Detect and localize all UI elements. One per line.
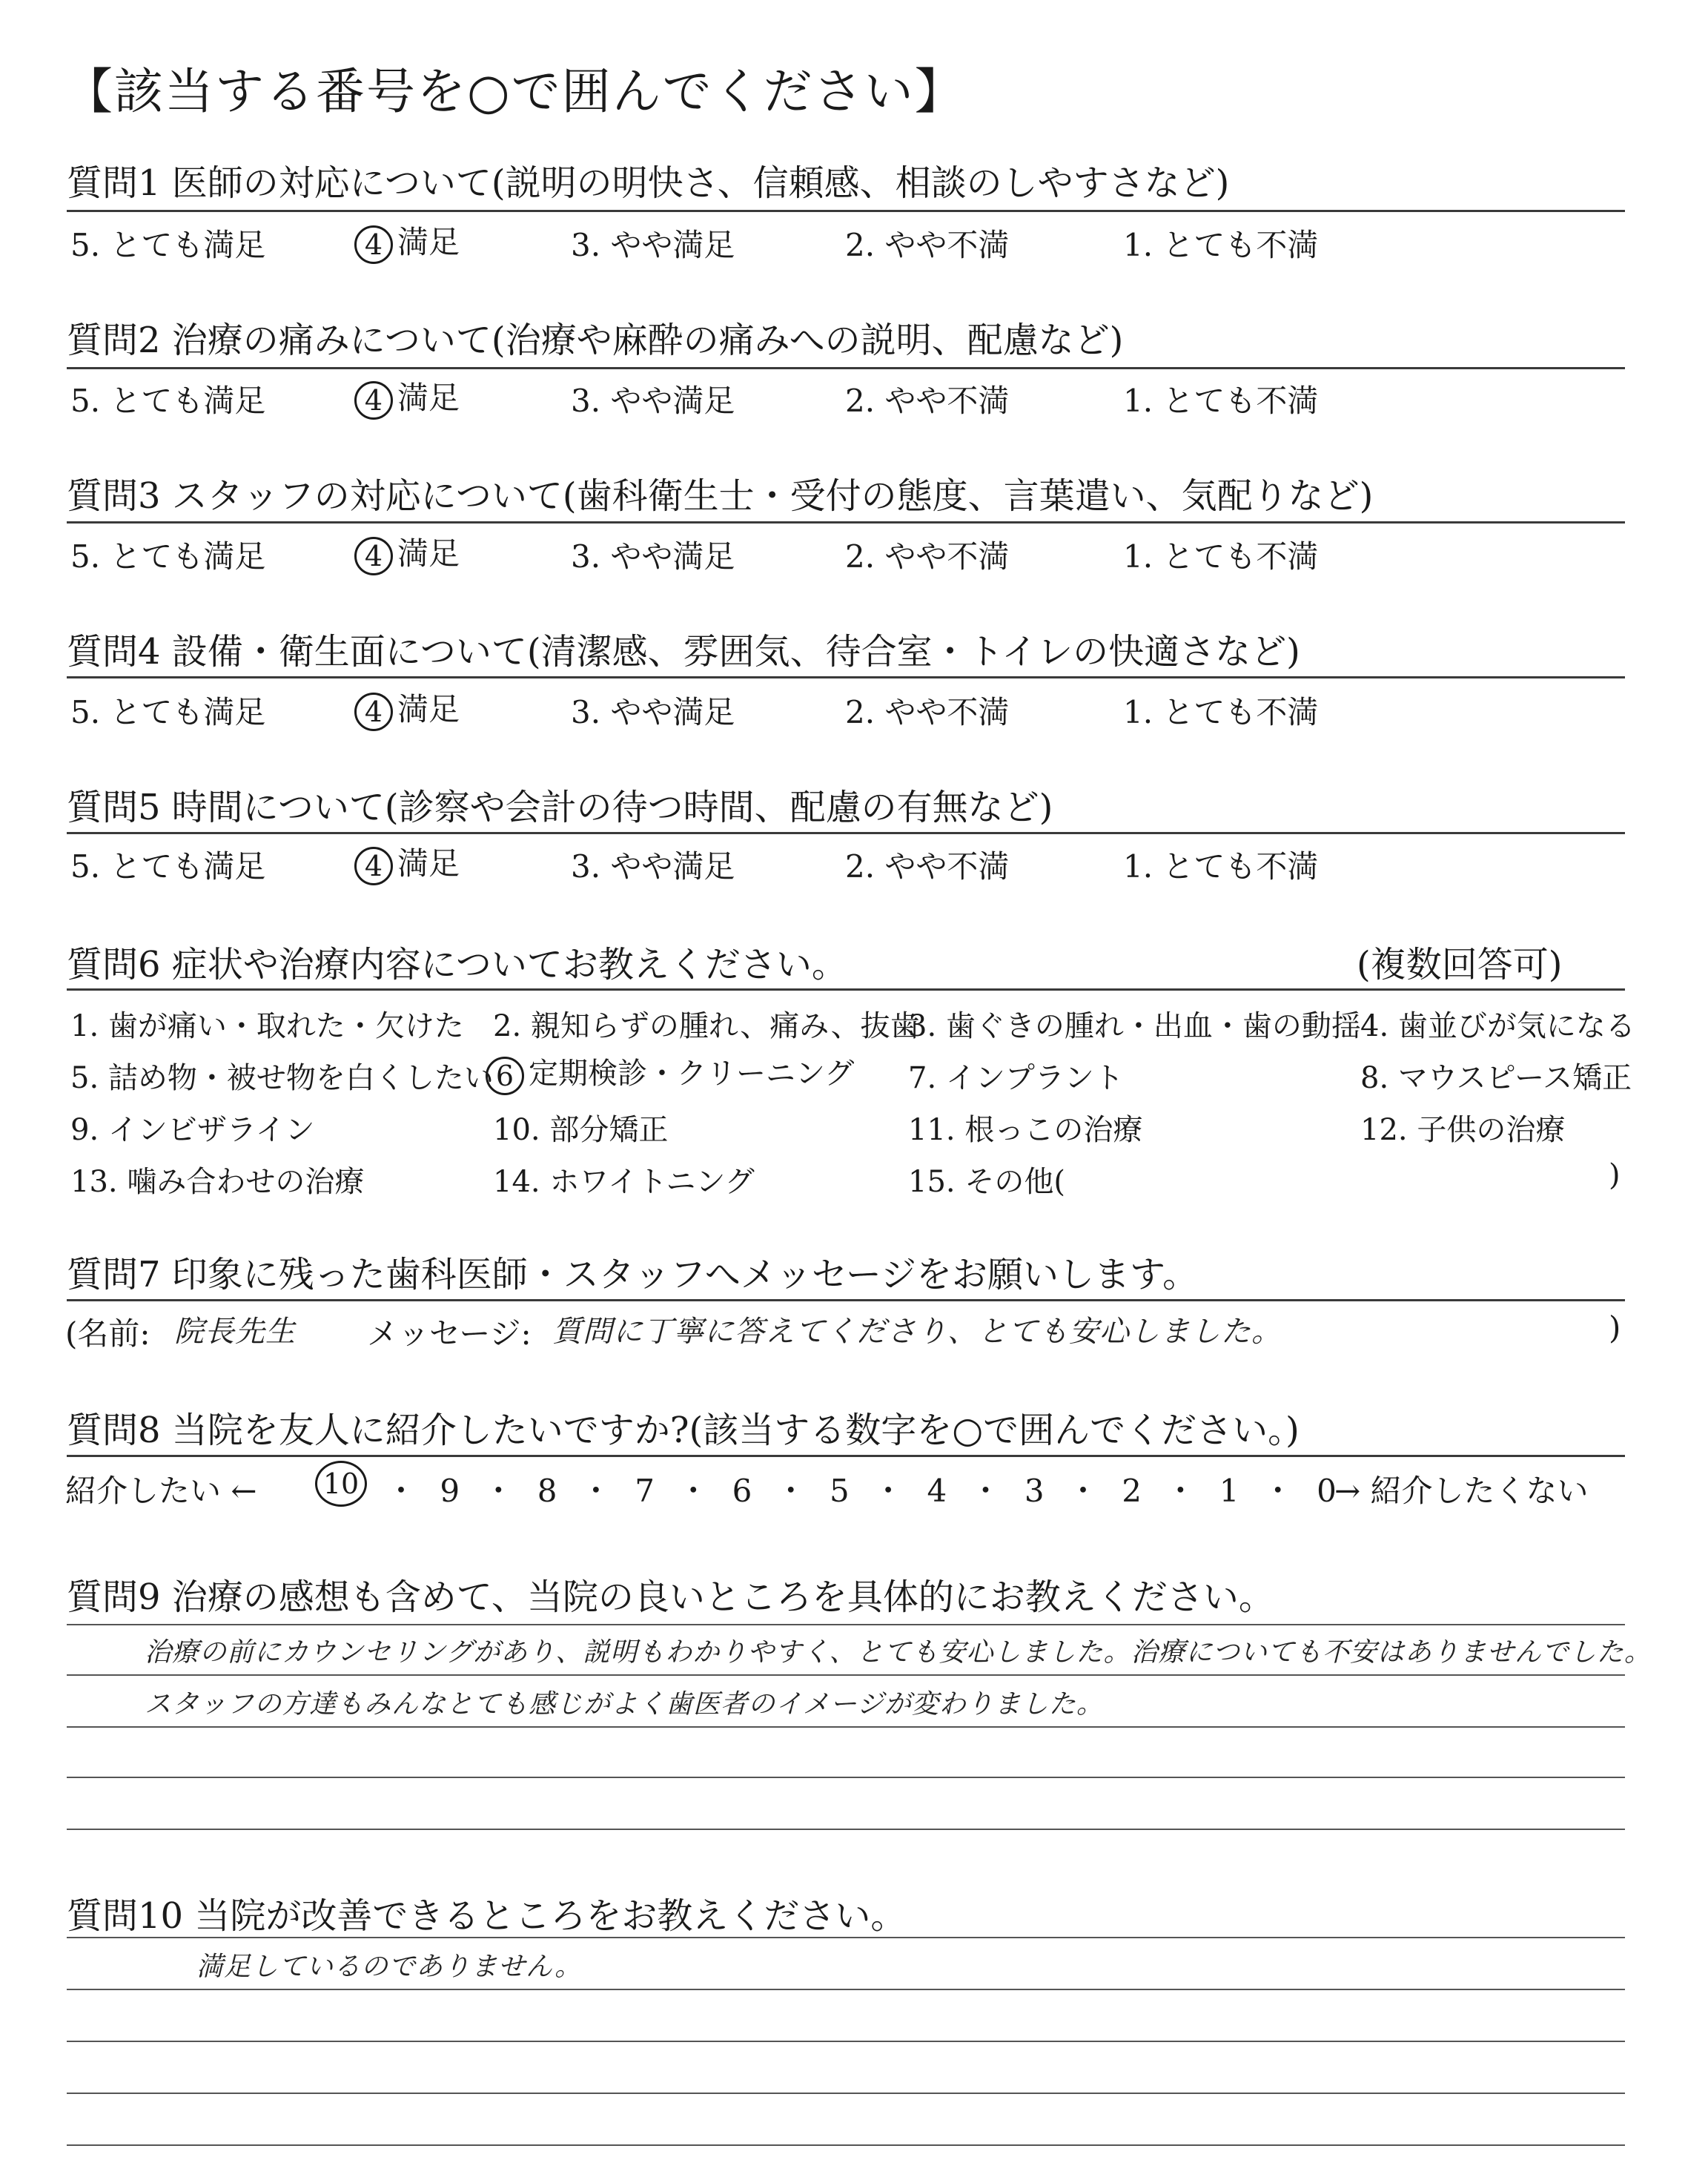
recommend-left-label: 紹介したい ← [65, 1473, 257, 1509]
answer-line [67, 1726, 1625, 1728]
question-2-rule [67, 367, 1625, 369]
question-9-answer-line-1[interactable]: 治療の前にカウンセリングがあり、説明もわかりやすく、とても安心しました。治療についても不安はありませんでした。 [145, 1637, 1652, 1668]
symptom-8[interactable]: 8. マウスピース矯正 [1360, 1061, 1632, 1095]
option-2[interactable]: 2. やや不満 [845, 848, 1010, 885]
option-3[interactable]: 3. やや満足 [571, 383, 735, 419]
answer-line [67, 1829, 1625, 1830]
option-4-label: 満足 [397, 224, 460, 260]
option-4-selected[interactable] [354, 685, 460, 731]
symptom-11[interactable]: 11. 根っこの治療 [908, 1113, 1143, 1147]
symptom-9[interactable]: 9. インビザライン [70, 1113, 315, 1147]
question-8-title: 質問8 当院を友人に紹介したいですか?(該当する数字を○で囲んでください。) [67, 1410, 1300, 1451]
question-4-rule [67, 676, 1625, 678]
symptom-13[interactable]: 13. 噛み合わせの治療 [70, 1165, 365, 1199]
option-3[interactable]: 3. やや満足 [571, 227, 735, 263]
selection-circle: 4 [354, 225, 393, 264]
selection-circle: 6 [486, 1057, 524, 1095]
option-1[interactable]: 1. とても不満 [1123, 383, 1319, 419]
question-10-title: 質問10 当院が改善できるところをお教えください。 [67, 1895, 907, 1937]
option-5[interactable]: 5. とても満足 [70, 227, 266, 263]
option-1[interactable]: 1. とても不満 [1123, 848, 1319, 885]
question-7-rule [67, 1299, 1625, 1301]
question-5-rule [67, 832, 1625, 834]
option-5[interactable]: 5. とても満足 [70, 383, 266, 419]
symptom-6-label: 定期検診・クリーニング [529, 1057, 855, 1091]
option-5[interactable]: 5. とても満足 [70, 538, 266, 575]
symptom-7[interactable]: 7. インプラント [908, 1061, 1124, 1095]
answer-line [67, 1674, 1625, 1676]
question-9-title: 質問9 治療の感想も含めて、当院の良いところを具体的にお教えください。 [67, 1576, 1274, 1618]
answer-line [67, 2041, 1625, 2042]
question-6-note: (複数回答可) [1357, 944, 1563, 985]
recommend-10-selected[interactable] [315, 1461, 371, 1507]
recommend-numbers[interactable]: ・ 9 ・ 8 ・ 7 ・ 6 ・ 5 ・ 4 ・ 3 ・ 2 ・ 1 ・ 0 [385, 1473, 1337, 1509]
selection-circle: 4 [354, 693, 393, 731]
answer-line [67, 1624, 1625, 1625]
symptom-12[interactable]: 12. 子供の治療 [1360, 1113, 1566, 1147]
answer-line [67, 1937, 1625, 1938]
option-2[interactable]: 2. やや不満 [845, 383, 1010, 419]
symptom-4[interactable]: 4. 歯並びが気になる [1360, 1009, 1635, 1043]
question-1-rule [67, 210, 1625, 212]
option-4-label: 満足 [397, 535, 460, 572]
question-9-answer-line-2[interactable]: スタッフの方達もみんなとても感じがよく歯医者のイメージが変わりました。 [145, 1689, 1104, 1720]
option-4-selected[interactable] [354, 839, 460, 885]
option-3[interactable]: 3. やや満足 [571, 848, 735, 885]
option-2[interactable]: 2. やや不満 [845, 538, 1010, 575]
answer-line [67, 2093, 1625, 2094]
question-6-title: 質問6 症状や治療内容についてお教えください。 [67, 944, 847, 985]
question-2-title: 質問2 治療の痛みについて(治療や麻酔の痛みへの説明、配慮など) [67, 320, 1124, 361]
question-8-rule [67, 1455, 1625, 1457]
question-5-title: 質問5 時間について(診察や会計の待つ時間、配慮の有無など) [67, 787, 1053, 828]
question-1-title: 質問1 医師の対応について(説明の明快さ、信頼感、相談のしやすさなど) [67, 162, 1230, 204]
option-3[interactable]: 3. やや満足 [571, 538, 735, 575]
symptom-1[interactable]: 1. 歯が痛い・取れた・欠けた [70, 1009, 464, 1043]
symptom-6-selected[interactable] [486, 1050, 854, 1095]
question-3-rule [67, 521, 1625, 524]
question-7-title: 質問7 印象に残った歯科医師・スタッフへメッセージをお願いします。 [67, 1254, 1199, 1295]
option-4-selected[interactable] [354, 218, 460, 264]
option-1[interactable]: 1. とても不満 [1123, 694, 1319, 730]
answer-line [67, 1777, 1625, 1778]
symptom-14[interactable]: 14. ホワイトニング [493, 1165, 755, 1199]
symptom-3[interactable]: 3. 歯ぐきの腫れ・出血・歯の動揺 [908, 1009, 1361, 1043]
option-4-label: 満足 [397, 845, 460, 882]
question-3-title: 質問3 スタッフの対応について(歯科衛生士・受付の態度、言葉遣い、気配りなど) [67, 475, 1374, 517]
selection-circle: 4 [354, 381, 393, 420]
recommend-right-label: → 紹介したくない [1334, 1473, 1589, 1509]
message-value-handwritten[interactable]: 質問に丁寧に答えてくださり、とても安心しました。 [552, 1315, 1282, 1349]
symptom-10[interactable]: 10. 部分矯正 [493, 1113, 669, 1147]
option-1[interactable]: 1. とても不満 [1123, 227, 1319, 263]
option-5[interactable]: 5. とても満足 [70, 848, 266, 885]
option-4-label: 満足 [397, 691, 460, 727]
option-4-selected[interactable] [354, 374, 460, 420]
answer-line [67, 1989, 1625, 1990]
message-label: メッセージ: [367, 1315, 532, 1352]
symptom-15-close: ) [1609, 1158, 1621, 1192]
name-value-handwritten[interactable]: 院長先生 [174, 1315, 296, 1349]
selection-circle: 4 [354, 537, 393, 575]
question-4-title: 質問4 設備・衛生面について(清潔感、雰囲気、待合室・トイレの快適さなど) [67, 631, 1300, 673]
name-label: (名前: [65, 1315, 150, 1352]
option-2[interactable]: 2. やや不満 [845, 227, 1010, 263]
question-6-rule [67, 988, 1625, 991]
option-4-label: 満足 [397, 380, 460, 416]
option-5[interactable]: 5. とても満足 [70, 694, 266, 730]
answer-line [67, 2144, 1625, 2146]
option-1[interactable]: 1. とても不満 [1123, 538, 1319, 575]
option-4-selected[interactable] [354, 529, 460, 575]
option-3[interactable]: 3. やや満足 [571, 694, 735, 730]
symptom-2[interactable]: 2. 親知らずの腫れ、痛み、抜歯 [493, 1009, 920, 1043]
selection-circle: 10 [315, 1461, 367, 1507]
question-10-answer-line-1[interactable]: 満足しているのでありません。 [196, 1952, 583, 1982]
form-heading: 【該当する番号を○で囲んでください】 [64, 63, 965, 120]
symptom-15[interactable]: 15. その他( [908, 1165, 1065, 1199]
option-2[interactable]: 2. やや不満 [845, 694, 1010, 730]
selection-circle: 4 [354, 847, 393, 885]
message-close: ) [1609, 1309, 1621, 1346]
symptom-5[interactable]: 5. 詰め物・被せ物を白くしたい [70, 1061, 494, 1095]
